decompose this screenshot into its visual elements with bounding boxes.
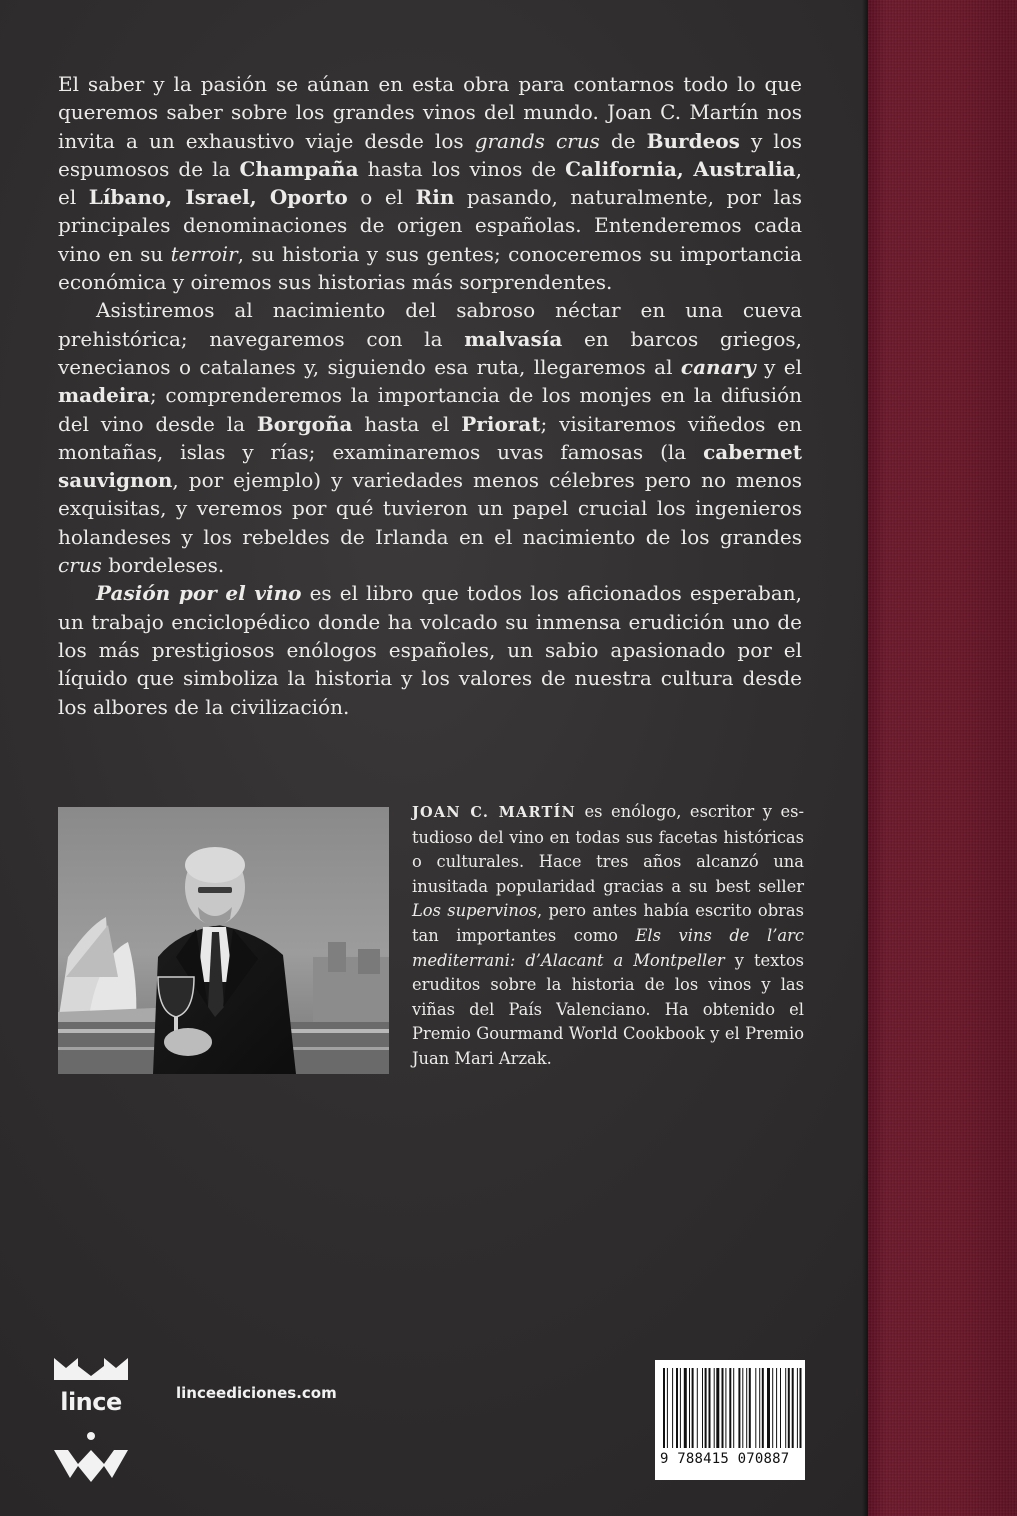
barcode-bar [725,1368,726,1448]
blurb-paragraph-1 [58,70,802,296]
barcode-bar [705,1368,707,1448]
text-run: es enólogo, escritor y estudioso del vino en todas sus facetas históricas o culturales. Hace tres años alcanzó una inusitada popularidad gracias a su best seller [412,802,804,896]
barcode-bar [759,1368,760,1448]
styled-text-run: madeira [58,383,150,408]
styled-text-run: Champaña [239,156,359,181]
barcode-bar [722,1368,724,1448]
text-run: es el libro que todos los aficionados esperaban, un trabajo enciclopédico donde ha volcado su inmensa erudición uno de los más prestigiosos enólogos españoles, un sabio apasionado por el líquido que simboliza la historia y los valores de nuestra cultura desde los albores de la civilización. [58,581,803,719]
styled-text-run: Burdeos [646,128,740,153]
barcode-bar [788,1368,790,1448]
text-run: ; visitaremos viñedos en montañas, islas y rías; examinaremos uvas famosas (la [58,411,802,464]
text-run: , pero antes había escrito obras tan importantes como [412,901,804,945]
barcode-bar [800,1368,802,1448]
barcode-bar [697,1368,698,1448]
barcode-bar [709,1368,711,1448]
publisher-website-link[interactable]: linceediciones.com [176,1384,337,1402]
lince-lynx-icon [54,1358,128,1488]
barcode-bar [680,1368,681,1448]
text-run: de [599,128,647,153]
barcode-bar [738,1368,740,1448]
text-run: hasta los vinos de [358,156,566,181]
text-run: , por ejemplo) y variedades menos célebres pero no menos exquisitas, y veremos por qué tuvieron un papel crucial los ingenieros holandeses y los rebeldes de Irlanda en el nacimiento de los grandes [58,468,802,549]
styled-text-run: malvasía [464,326,563,351]
barcode-bar [742,1368,743,1448]
text-run: hasta el [352,411,462,436]
text-run: y el [755,354,802,379]
text-run: en barcos griegos, venecianos o catalanes y, siguiendo esa ruta, llegaremos al [58,326,802,379]
cloth-spine [868,0,1017,1516]
barcode-bar [714,1368,715,1448]
barcode-bar [762,1368,764,1448]
barcode-bar [672,1368,673,1448]
styled-text-run: Los supervinos [412,901,537,921]
author-portrait-image [58,807,389,1074]
styled-text-run: canary [680,354,756,379]
barcode-bar [733,1368,734,1448]
styled-text-run: crus [58,553,102,578]
blurb-paragraph-3 [58,579,802,720]
barcode-bar [663,1368,665,1448]
text-run: y los espumosos de la [58,128,802,181]
barcode-bar [792,1368,794,1448]
styled-text-run: Borgoña [256,411,353,436]
barcode-bar [785,1368,786,1448]
text-run: , su historia y sus gentes; conoceremos su importancia económica y oiremos sus historias más sorprendentes. [58,241,802,295]
lince-logo-wordmark: lince [60,1388,122,1416]
text-run: ; comprenderemos la importancia de los monjes en la difusión del vino desde la [58,383,802,436]
isbn-number: 9 788415 070887 [660,1451,790,1467]
barcode-bar [689,1368,690,1448]
cover-blurb [58,70,802,721]
styled-text-run: cabernet sauvignon [58,439,802,493]
barcode-bar [780,1368,781,1448]
styled-text-run: Els vins de l’arc mediterrani: d’Alacant a Montpeller [412,925,804,970]
barcode-bar [749,1368,751,1448]
styled-text-run: Pasión por el vino [96,581,302,606]
lince-logo [54,1358,128,1488]
text-run: , el [58,156,802,210]
text-run: y textos eruditos sobre la historia de los vinos y las viñas del País Valenciano. Ha obtenido el Premio Gourmand World Cookbook y el Premio Juan Mari Arzak. [412,950,804,1068]
barcode-bar [797,1368,798,1448]
text-run: pasando, naturalmente, por las principales denominaciones de origen españolas. Entenderemos cada vino en su [58,185,802,266]
barcode-bar [772,1368,773,1448]
styled-text-run: Líbano, Israel, Oporto [88,185,348,210]
styled-text-run: Rin [415,185,455,210]
styled-text-run: grands crus [474,128,600,153]
barcode-bar [755,1368,756,1448]
barcode-bar [746,1368,747,1448]
barcode-bar [676,1368,678,1448]
styled-text-run: Priorat [461,411,541,436]
styled-text-run: JOAN C. MARTÍN [412,804,576,821]
barcode-bar [702,1368,703,1448]
author-photo [58,807,389,1074]
barcode-bar [767,1368,770,1448]
styled-text-run: California, Australia [565,156,796,181]
barcode-bar [716,1368,719,1448]
text-run: El saber y la pasión se aúnan en esta obra para contarnos todo lo que queremos saber sobre los grandes vinos del mundo. Joan C. Martín nos invita a un exhaustivo viaje desde los [58,72,802,153]
text-run: o el [347,185,416,210]
text-run: bordeleses. [101,553,225,578]
barcode-bar [729,1368,731,1448]
text-run: Asistiremos al nacimiento del sabroso néctar en una cueva prehistórica; navegaremos con la [58,298,802,351]
barcode-bar [667,1368,668,1448]
barcode-bar [692,1368,694,1448]
barcode-bar [776,1368,777,1448]
barcode-bar [684,1368,687,1448]
blurb-paragraph-2 [58,296,802,579]
author-biography [412,800,804,1072]
styled-text-run: terroir [170,241,238,266]
